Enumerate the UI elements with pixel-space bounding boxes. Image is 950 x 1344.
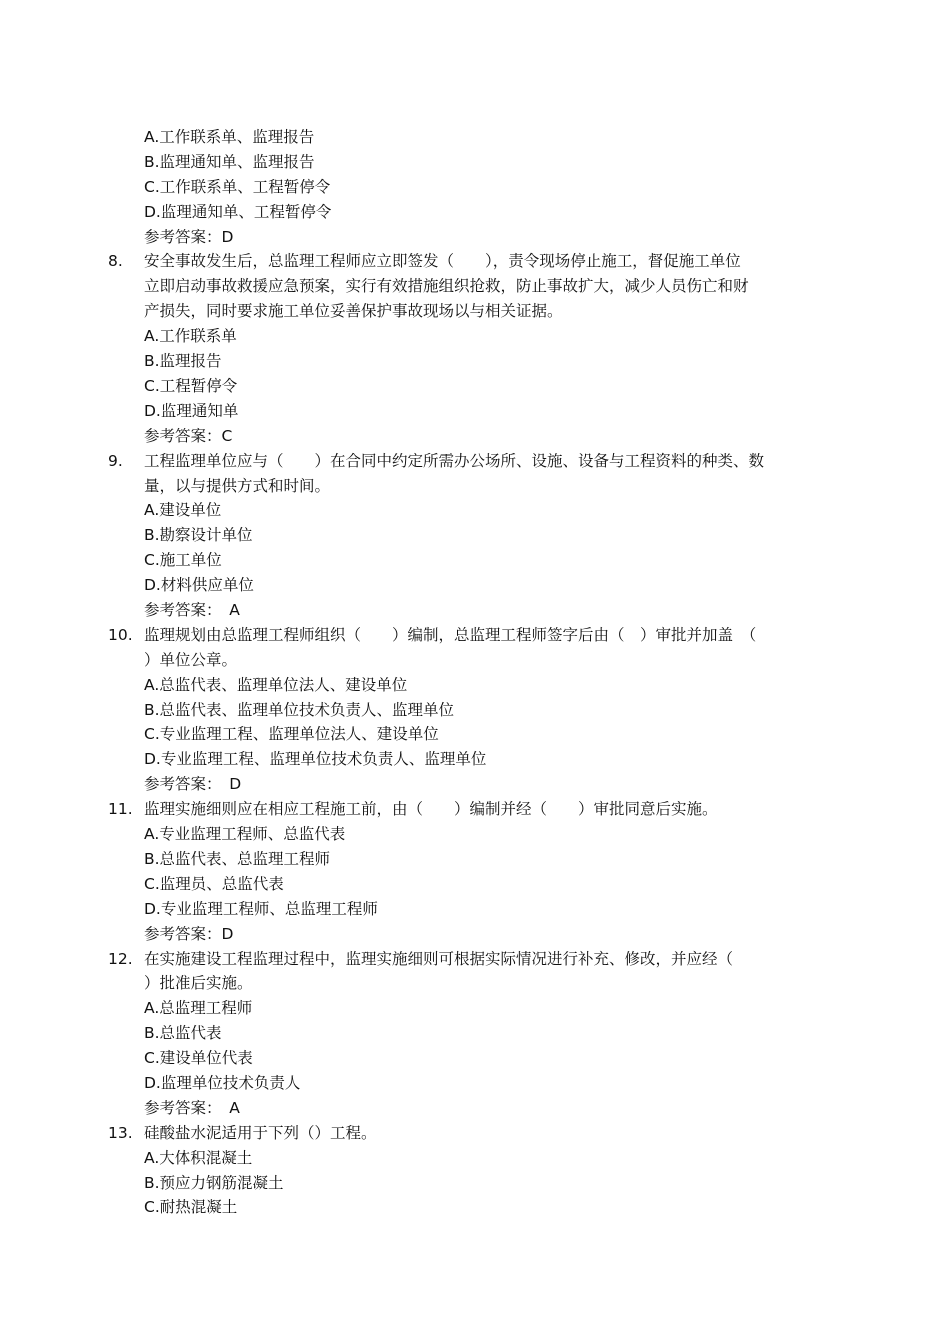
question-number: 8.: [108, 252, 123, 271]
option-a: A.专业监理工程师、总监代表: [144, 825, 346, 844]
question-text: [144, 947, 818, 997]
question-text-line: 安全事故发生后，总监理工程师应立即签发（ ），责令现场停止施工，督促施工单位: [144, 252, 741, 271]
option-c: C.工程暂停令: [144, 376, 238, 395]
answer-line: 参考答案： D: [144, 775, 242, 794]
option-b: B.总监代表、总监理工程师: [144, 849, 331, 868]
option-d: D.监理通知单: [144, 401, 239, 420]
option-a: A.工作联系单、监理报告: [144, 128, 315, 146]
question-number: 12.: [108, 949, 133, 968]
question-text-line: 产损失，同时要求施工单位妥善保护事故现场以与相关证据。: [144, 302, 563, 321]
question-text: [144, 1121, 818, 1146]
option-b: B.总监代表: [144, 1024, 222, 1043]
option-d: D.专业监理工程、监理单位技术负责人、监理单位: [144, 750, 487, 769]
question-text-line: 量，以与提供方式和时间。: [144, 476, 331, 495]
answer-line: 参考答案：D: [144, 227, 234, 246]
answer-line: 参考答案： A: [144, 601, 240, 619]
question-12: [108, 947, 818, 1121]
prev-question-block: [108, 125, 818, 249]
option-d: D.监理通知单、工程暂停令: [144, 202, 332, 221]
option-c: C.监理员、总监代表: [144, 874, 284, 893]
question-text-line: 监理实施细则应在相应工程施工前，由（ ）编制并经（ ）审批同意后实施。: [144, 800, 718, 819]
option-c: C.施工单位: [144, 551, 222, 570]
answer-line: 参考答案： A: [144, 1098, 240, 1117]
option-b: B.监理报告: [144, 352, 222, 371]
option-d: D.监理单位技术负责人: [144, 1074, 301, 1092]
option-b: B.监理通知单、监理报告: [144, 152, 315, 171]
question-text-line: ）批准后实施。: [144, 974, 253, 993]
option-b: B.总监代表、监理单位技术负责人、监理单位: [144, 700, 455, 719]
option-d: D.专业监理工程师、总监理工程师: [144, 899, 378, 918]
question-11: [108, 797, 818, 946]
question-text-line: 监理规划由总监理工程师组织（ ）编制，总监理工程师签字后由（ ）审批并加盖 （: [144, 625, 757, 644]
question-8: [108, 249, 818, 448]
question-10: [108, 623, 818, 797]
option-c: C.工作联系单、工程暂停令: [144, 177, 331, 196]
question-text: [144, 623, 818, 673]
option-a: A.总监理工程师: [144, 999, 253, 1018]
option-d: D.材料供应单位: [144, 576, 254, 595]
question-number: 9.: [108, 451, 123, 470]
option-c: C.耐热混凝土: [144, 1198, 238, 1217]
option-a: A.建设单位: [144, 501, 222, 520]
question-text: [144, 249, 818, 324]
option-a: A.大体积混凝土: [144, 1148, 253, 1167]
option-b: B.勘察设计单位: [144, 526, 253, 545]
question-9: [108, 449, 818, 623]
option-a: A.工作联系单: [144, 327, 237, 346]
answer-line: 参考答案：C: [144, 426, 233, 445]
option-a: A.总监代表、监理单位法人、建设单位: [144, 675, 408, 694]
option-b: B.预应力钢筋混凝土: [144, 1173, 284, 1192]
option-c: C.建设单位代表: [144, 1049, 253, 1068]
question-text-line: 在实施建设工程监理过程中，监理实施细则可根据实际情况进行补充、修改，并应经（: [144, 949, 734, 968]
question-text: [144, 797, 818, 822]
question-number: 13.: [108, 1123, 133, 1142]
question-13: [108, 1121, 818, 1221]
question-text-line: 立即启动事故救援应急预案，实行有效措施组织抢救，防止事故扩大，减少人员伤亡和财: [144, 277, 749, 296]
option-c: C.专业监理工程、监理单位法人、建设单位: [144, 725, 439, 744]
question-number: 10.: [108, 625, 133, 644]
question-text-line: 工程监理单位应与（ ）在合同中约定所需办公场所、设施、设备与工程资料的种类、数: [144, 451, 765, 470]
question-text-line: 硅酸盐水泥适用于下列（）工程。: [144, 1123, 377, 1142]
question-text: [144, 449, 818, 499]
answer-line: 参考答案：D: [144, 924, 234, 943]
question-number: 11.: [108, 800, 133, 819]
question-text-line: ）单位公章。: [144, 650, 238, 669]
question-list: [108, 125, 818, 1220]
